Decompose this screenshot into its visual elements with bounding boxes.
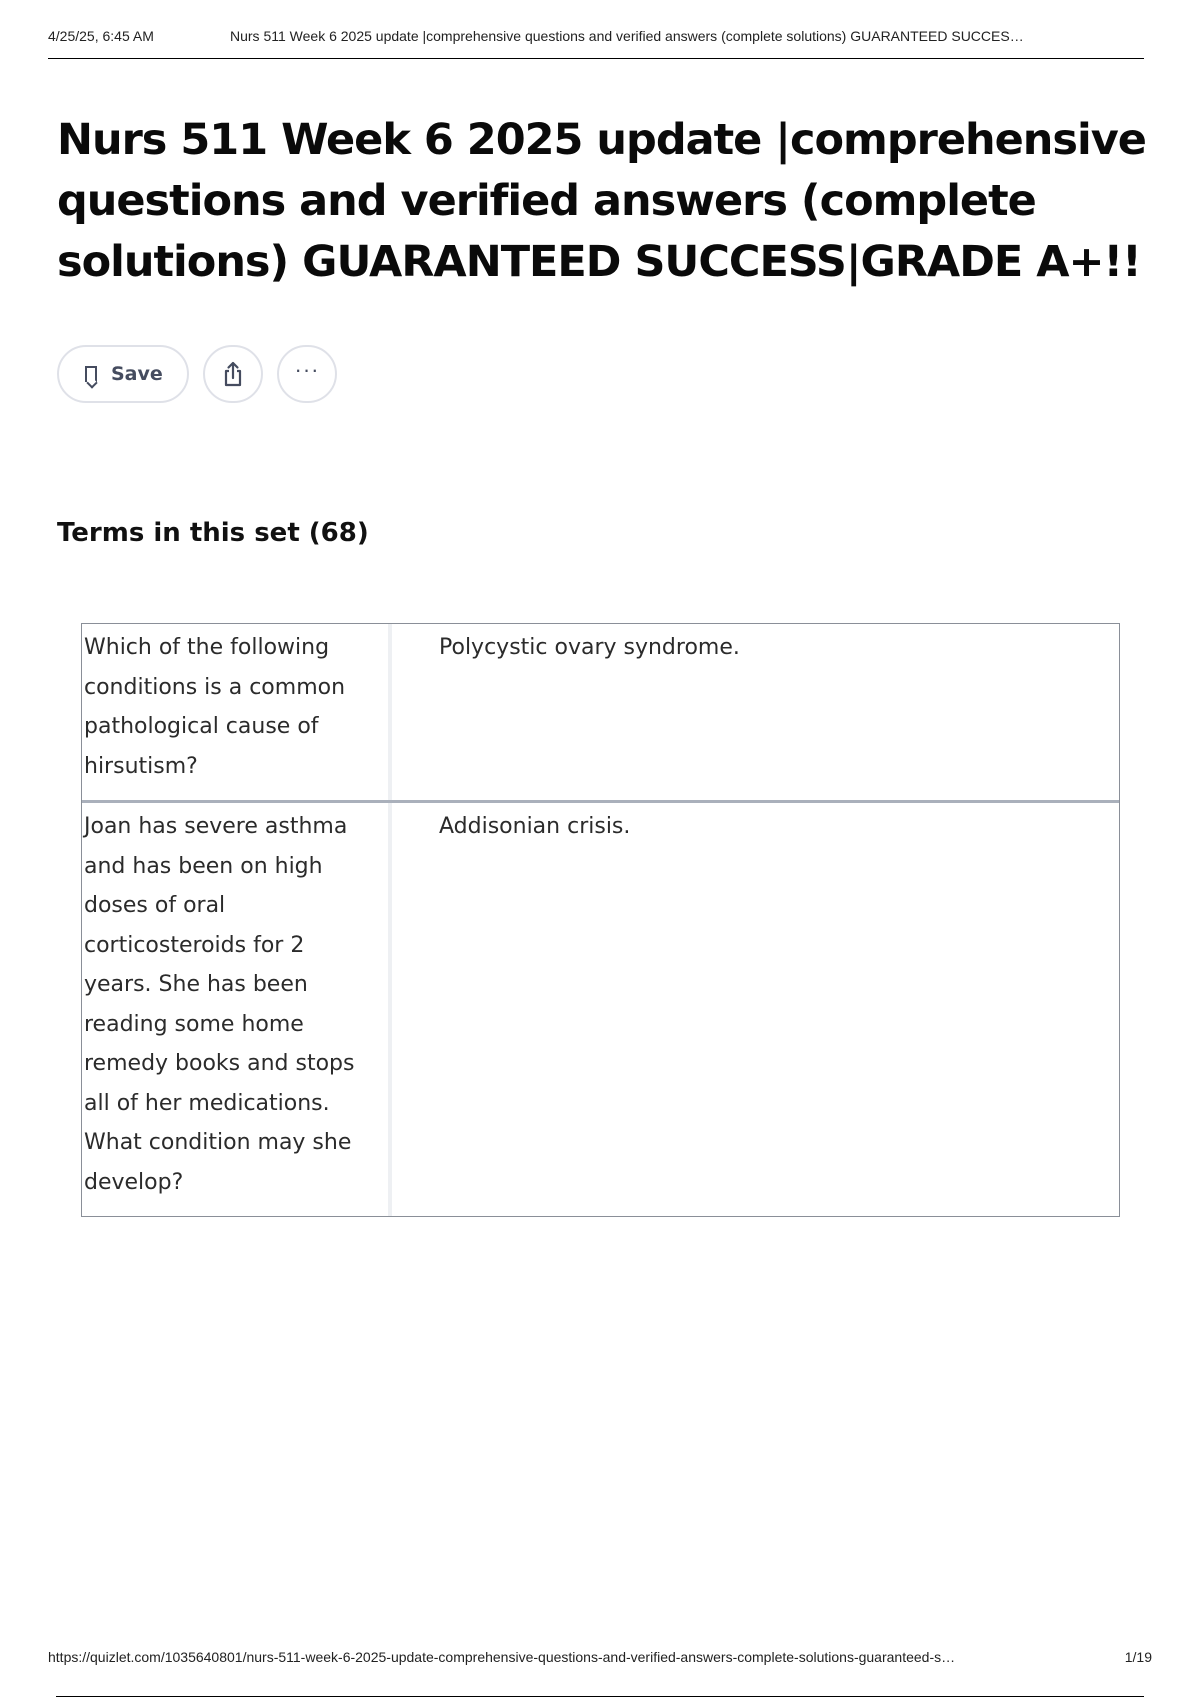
terms-heading: Terms in this set (68)	[57, 518, 369, 548]
more-options-button[interactable]	[277, 345, 337, 403]
term-text: Which of the following conditions is a common pathological cause of hirsutism?	[82, 624, 392, 800]
print-doc-title: Nurs 511 Week 6 2025 update |comprehensive questions and verified answers (complete solutions) GUARANTEED SUCCES…	[230, 28, 1024, 44]
page-number: 1/19	[1124, 1649, 1152, 1665]
set-title: Nurs 511 Week 6 2025 update |comprehensive questions and verified answers (complete solutions) GUARANTEED SUCCESS|GRADE A+!!	[57, 115, 1146, 287]
bookmark-icon	[85, 366, 97, 382]
term-text: Joan has severe asthma and has been on high doses of oral corticosteroids for 2 years. She has been reading some home remedy books and stops all of her medications. What condition may she develop?	[82, 803, 392, 1216]
print-date: 4/25/25, 6:45 AM	[48, 28, 154, 44]
definition-text: Addisonian crisis.	[439, 814, 631, 839]
term-row	[82, 624, 1119, 800]
terms-list	[81, 623, 1120, 1217]
print-footer	[48, 1649, 1152, 1665]
term-row	[82, 800, 1119, 1216]
share-button[interactable]	[203, 345, 263, 403]
share-icon	[218, 359, 248, 389]
definition-text: Polycystic ovary syndrome.	[439, 635, 740, 660]
print-header	[48, 28, 1144, 59]
save-button-label: Save	[111, 363, 163, 385]
more-options-icon: ···	[294, 357, 320, 382]
print-url: https://quizlet.com/1035640801/nurs-511-week-6-2025-update-comprehensive-questions-and-verified-answers-complete-solutions-guaranteed-s…	[48, 1649, 956, 1665]
save-button[interactable]	[57, 345, 189, 403]
set-actions	[57, 344, 337, 404]
footer-divider	[56, 1696, 1144, 1697]
